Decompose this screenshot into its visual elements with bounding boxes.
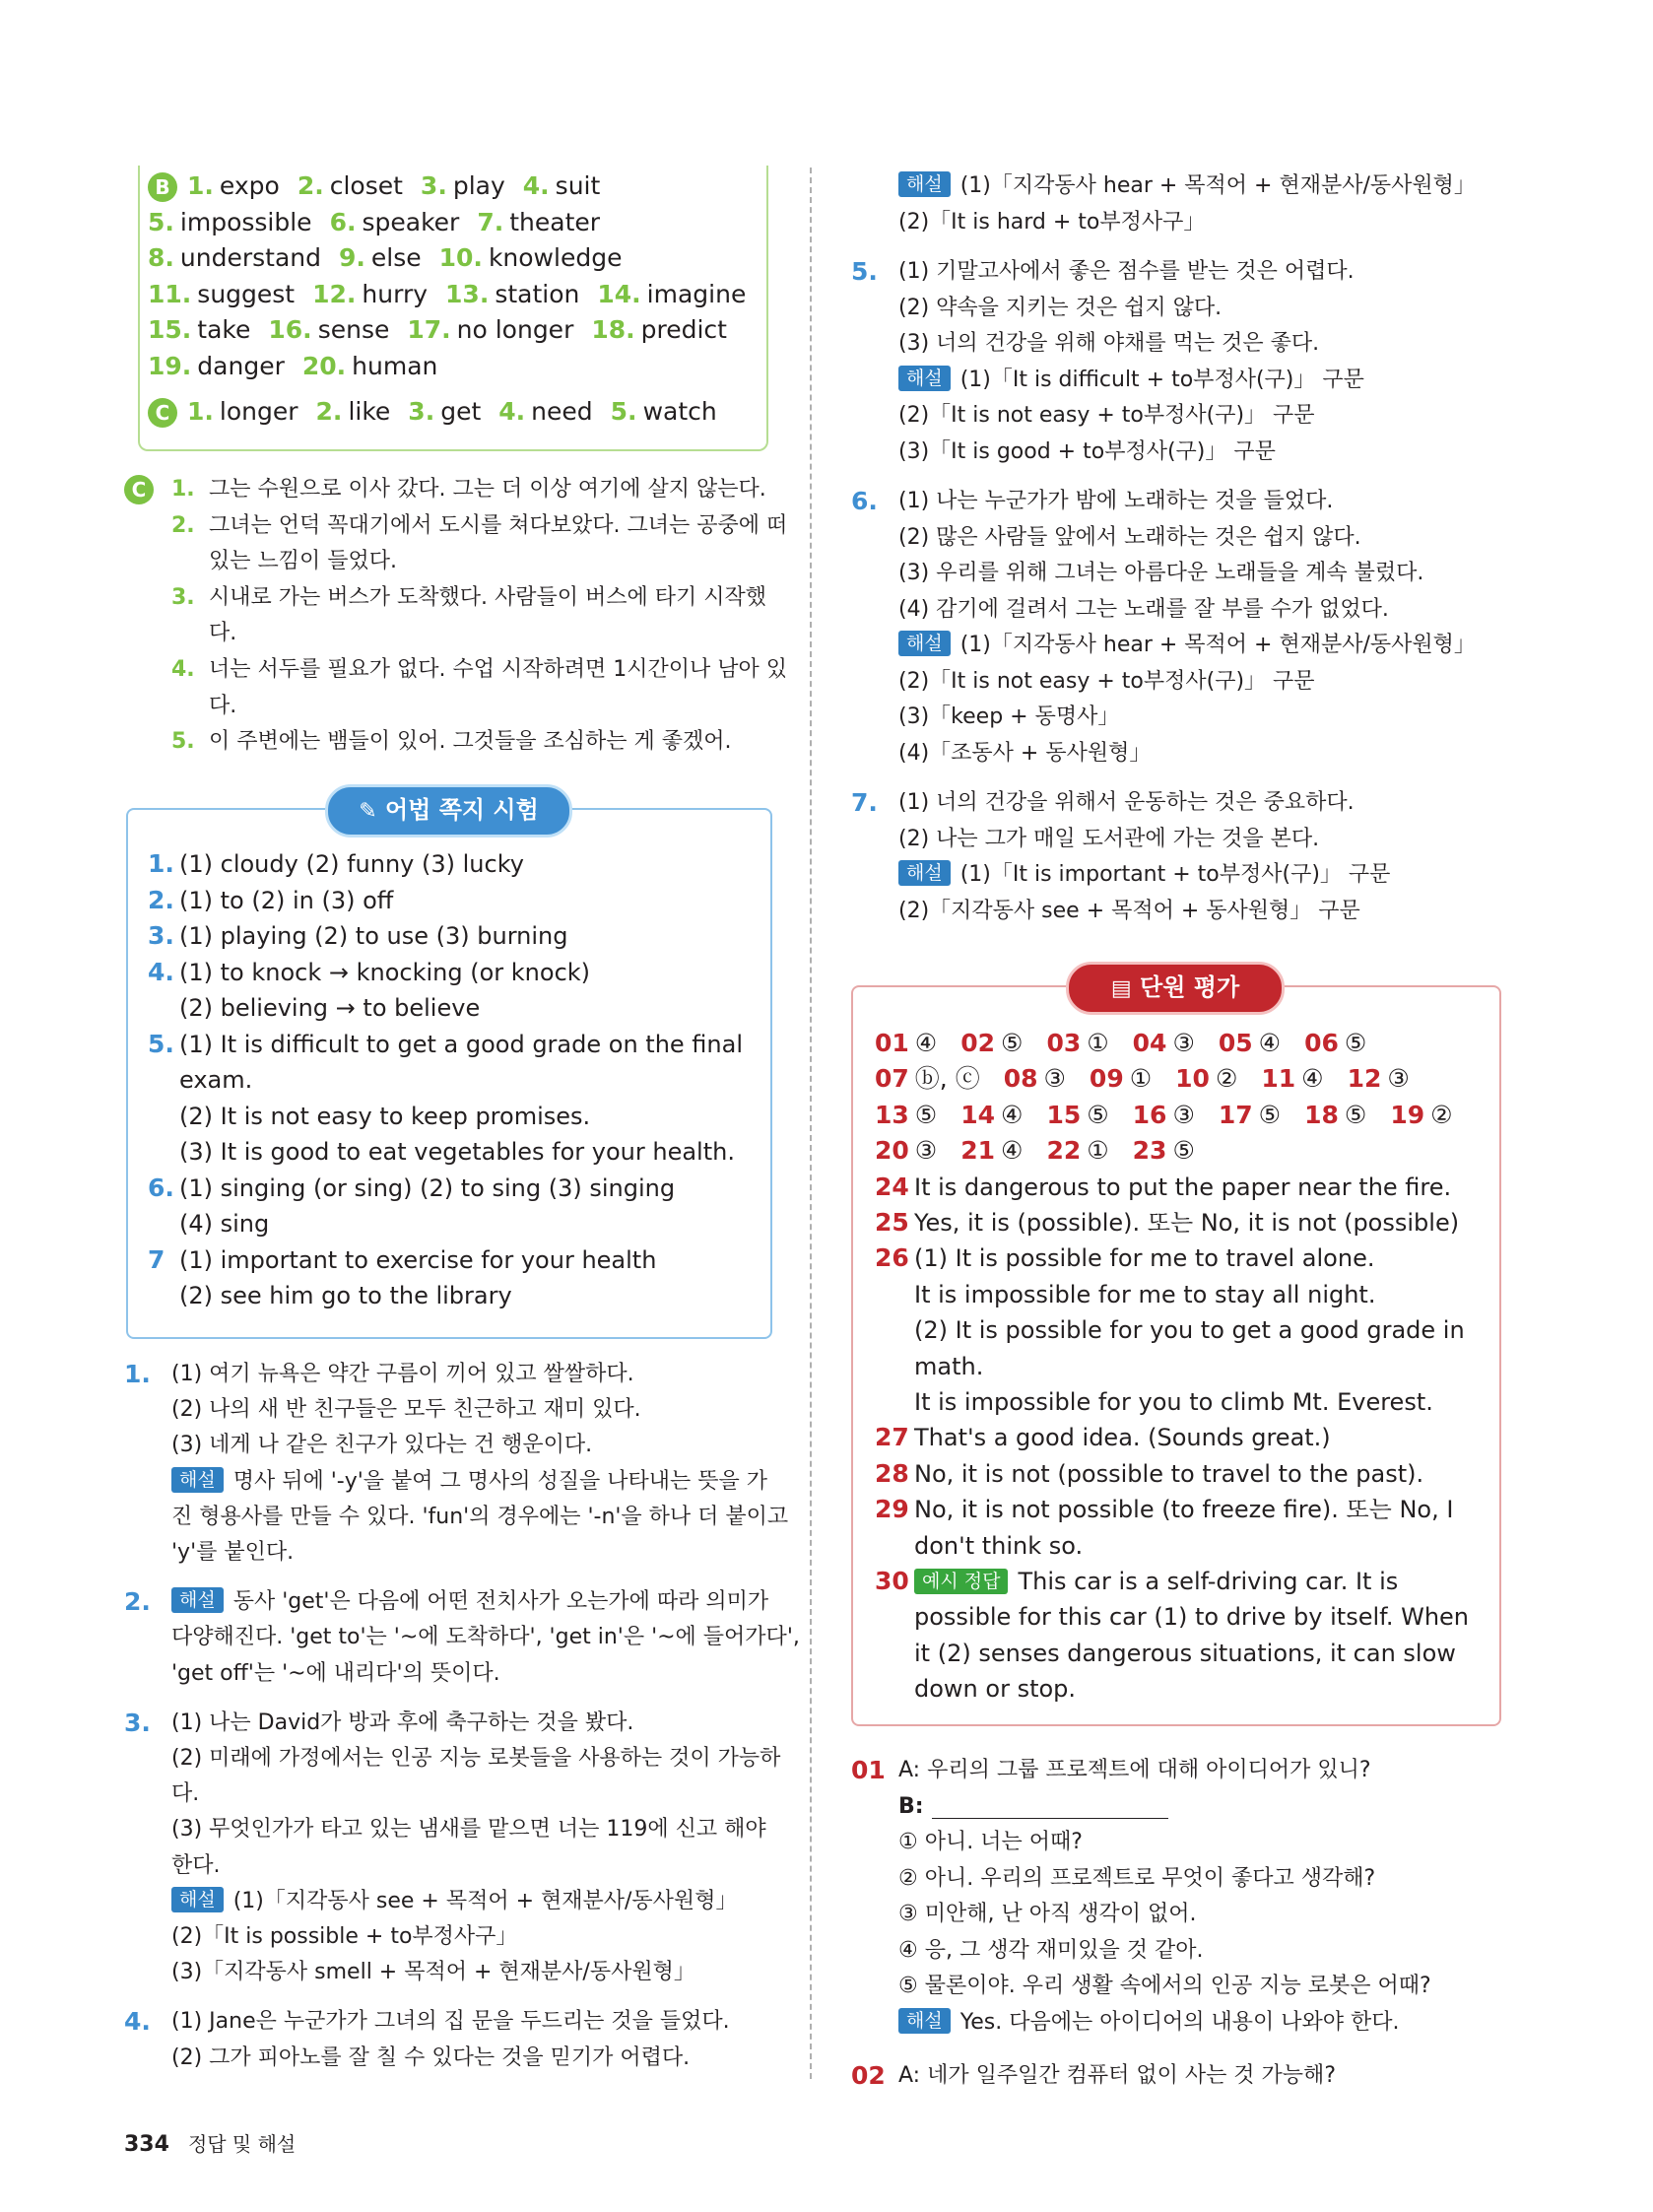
answer-text: don't think so. [914, 1531, 1084, 1560]
answer-number: 6. [329, 207, 357, 236]
explanation-text: 진 형용사를 만들 수 있다. 'fun'의 경우에는 '-n'을 하나 더 붙이고 [171, 1504, 789, 1529]
explanation-text: (1) 너의 건강을 위해서 운동하는 것은 중요하다. [898, 790, 1355, 815]
explanation-text: (2)「지각동사 see + 목적어 + 동사원형」 구문 [898, 898, 1360, 923]
explanation-text: (2) 약속을 지키는 것은 쉽지 않다. [898, 295, 1223, 320]
explanation-text-wrap [898, 292, 1222, 325]
question-answer: ④ [914, 1029, 938, 1057]
item-number: 5. [851, 257, 878, 286]
answer-number: 5. [610, 397, 637, 426]
quiz-number: 3. [148, 921, 174, 950]
question-number: 12 [1347, 1064, 1382, 1094]
answer-word: sense [317, 315, 390, 344]
answer-word: danger [197, 351, 285, 380]
explanation-text-wrap [898, 364, 1364, 397]
answer-wrap [914, 1600, 1469, 1634]
section-c-badge: C [124, 475, 154, 504]
answer-text: That's a good idea. (Sounds great.) [914, 1424, 1331, 1452]
explanation-text: 한다. [171, 1852, 221, 1878]
question-number: 05 [1218, 1029, 1253, 1057]
answer-text: No, it is not (possible to travel to the past). [914, 1459, 1424, 1488]
answer-text: It is impossible for me to stay all night. [914, 1280, 1376, 1308]
item-number: 2. [171, 512, 195, 538]
question-answer: ② [1215, 1064, 1238, 1094]
explanation-text-wrap [898, 701, 1119, 734]
explanation-text: (2) 나의 새 반 친구들은 모두 친근하고 재미 있다. [171, 1397, 641, 1423]
item-number: 7. [851, 788, 878, 817]
question-number: 10 [1175, 1064, 1210, 1094]
answer-word: closet [329, 171, 403, 200]
quiz-number: 4. [148, 957, 174, 986]
item-number: 5. [171, 729, 195, 755]
explanation-text: (1)「지각동사 hear + 목적어 + 현재분사/동사원형」 [959, 633, 1476, 657]
footer-label: 정답 및 해설 [187, 2132, 297, 2156]
answer-line [148, 278, 763, 311]
explanation-text-wrap [898, 858, 1390, 892]
explanation-text-wrap [171, 1956, 695, 1989]
explanation-text-wrap [898, 557, 1423, 590]
question-number: 25 [875, 1208, 909, 1237]
answer-word: knowledge [488, 243, 623, 272]
quiz-text: (1) important to exercise for your health [179, 1245, 657, 1274]
explanation-text-wrap [898, 665, 1315, 699]
answer-word: suit [555, 171, 601, 200]
item-number: 4. [171, 657, 195, 682]
explanation-text-wrap [898, 629, 1476, 662]
answer-number: 3. [420, 171, 447, 200]
item-number: 1. [171, 477, 195, 502]
answer-number: 1. [187, 397, 214, 426]
item-number: 1. [124, 1360, 151, 1388]
explanation-text: (3) 네게 나 같은 친구가 있다는 건 행운이다. [171, 1433, 593, 1458]
question-number: 27 [875, 1423, 909, 1452]
answer-number: 15. [148, 315, 192, 344]
explanation-text-wrap [171, 1393, 641, 1427]
question-number: 20 [875, 1136, 909, 1166]
question-answer: ⓑ, ⓒ [914, 1064, 980, 1094]
unit-test-title [1066, 962, 1285, 1015]
answer-number: 1. [187, 171, 214, 200]
explanation-tag: 해설 [171, 1467, 224, 1493]
quiz-number: 5. [148, 1029, 174, 1058]
question-answer: ① [1129, 1064, 1153, 1094]
question-number: 29 [875, 1495, 909, 1524]
grammar-quiz-title [325, 784, 572, 838]
question-number: 13 [875, 1100, 909, 1129]
answer-number: 2. [297, 171, 324, 200]
answer-word: imagine [646, 279, 747, 308]
item-number: 4. [124, 2007, 151, 2037]
answer-word: watch [642, 397, 717, 426]
explanation-text-wrap [171, 1465, 767, 1499]
explanation-text-wrap [898, 737, 1151, 771]
grammar-quiz-title-text: 어법 쪽지 시험 [384, 796, 539, 824]
answer-line [148, 313, 745, 347]
explanation-text: (2)「It is not easy + to부정사(구)」 구문 [898, 668, 1315, 694]
explanation-text-wrap [171, 2005, 730, 2039]
answer-number: 9. [339, 243, 365, 272]
answer-word: hurry [362, 279, 429, 308]
explanation-text-wrap [171, 1358, 634, 1391]
explanation-text: (1) 기말고사에서 좋은 점수를 받는 것은 어렵다. [898, 259, 1355, 284]
answer-wrap [914, 1385, 1433, 1419]
explanation-text: (3) 무엇인가가 타고 있는 냄새를 맡으면 너는 119에 신고 해야 [171, 1817, 766, 1843]
quiz-number: 2. [148, 885, 174, 914]
option-text: ③ 미안해, 난 아직 생각이 없어. [898, 1902, 1197, 1926]
explanation-text-wrap [171, 1849, 221, 1883]
quiz-text: (2) believing → to believe [179, 994, 481, 1022]
answer-number: 5. [148, 207, 174, 236]
explanation-text: (2) 미래에 가정에서는 인공 지능 로봇들을 사용하는 것이 가능하 [171, 1746, 781, 1771]
quiz-text: (1) playing (2) to use (3) burning [179, 922, 568, 950]
translation-text: 있는 느낌이 들었다. [209, 549, 397, 574]
answer-text: it (2) senses dangerous situations, it can slow [914, 1639, 1456, 1667]
answer-wrap [914, 1313, 1465, 1347]
explanation-text-wrap [171, 1585, 768, 1619]
question-answer: ⑤ [1172, 1136, 1195, 1166]
quiz-text: (4) sing [179, 1210, 270, 1238]
explanation-text: (3) 우리를 위해 그녀는 아름다운 노래들을 계속 불렀다. [898, 561, 1424, 585]
explanation-tag: 해설 [898, 860, 951, 886]
quiz-text: (1) singing (or sing) (2) to sing (3) singing [179, 1173, 676, 1202]
question-number: 30 [875, 1567, 909, 1595]
answer-word: no longer [456, 315, 574, 344]
option-text: ① 아니. 너는 어때? [898, 1830, 1083, 1854]
question-answer: ④ [1258, 1029, 1282, 1057]
quiz-number: 1. [148, 849, 174, 878]
explanation-text: (3)「It is good + to부정사(구)」 구문 [898, 438, 1276, 464]
question-answer: ⑤ [914, 1100, 938, 1129]
answer-line [148, 206, 618, 239]
question-answer: ③ [1043, 1064, 1066, 1094]
explanation-text-wrap [898, 327, 1319, 361]
explanation-text: (2)「It is hard + to부정사구」 [898, 209, 1206, 235]
explanation-text: 'get off'는 '~에 내리다'의 뜻이다. [171, 1660, 500, 1686]
explanation-tag: 해설 [898, 366, 951, 391]
explanation-text-wrap [898, 786, 1355, 820]
quiz-text: exam. [179, 1066, 253, 1094]
column-divider [810, 168, 812, 2079]
explanation-text-wrap [898, 485, 1333, 518]
question-number: 02 [851, 2061, 886, 2090]
answer-number: 10. [438, 243, 483, 272]
translation-text: 그녀는 언덕 꼭대기에서 도시를 쳐다보았다. 그녀는 공중에 떠 [209, 512, 788, 538]
answer-number: 11. [148, 279, 192, 308]
answer-word: expo [219, 171, 280, 200]
answer-word: suggest [197, 279, 296, 308]
option-text: ② 아니. 우리의 프로젝트로 무엇이 좋다고 생각해? [898, 1865, 1376, 1891]
question-answer: ④ [1301, 1064, 1324, 1094]
dialogue-a: A: 네가 일주일간 컴퓨터 없이 사는 것 가능해? [898, 2063, 1336, 2088]
answer-word: human [352, 351, 438, 380]
explanation-tag: 해설 [171, 1887, 224, 1912]
answer-wrap [914, 1206, 1459, 1240]
explanation-text: (3) 너의 건강을 위해 야채를 먹는 것은 좋다. [898, 331, 1320, 356]
question-answer: ⑤ [1258, 1100, 1282, 1129]
explanation-text-wrap [898, 255, 1355, 289]
answer-line [148, 395, 735, 429]
explanation-text-wrap [898, 521, 1361, 555]
explanation-tag: 해설 [898, 2008, 951, 2034]
explanation-text: (2) 나는 그가 매일 도서관에 가는 것을 본다. [898, 826, 1320, 851]
explanation-text: 명사 뒤에 '-y'을 붙여 그 명사의 성질을 나타내는 뜻을 가 [232, 1468, 768, 1494]
answer-number: 18. [591, 315, 635, 344]
explanation-text-wrap [898, 206, 1205, 239]
answer-word: like [348, 397, 391, 426]
explanation-text-wrap [171, 1920, 517, 1954]
answer-text: Yes, it is (possible). 또는 No, it is not (possible) [914, 1209, 1460, 1237]
answer-wrap [914, 1529, 1083, 1563]
translation-text: 너는 서두를 필요가 없다. 수업 시작하려면 1시간이나 남아 있 [209, 657, 787, 682]
section-b-badge: B [148, 172, 177, 202]
question-answer: ① [1087, 1136, 1109, 1166]
question-number: 21 [960, 1136, 996, 1166]
explanation-text-wrap [171, 1536, 294, 1570]
answer-wrap [914, 1350, 983, 1383]
dialogue-b: B: [898, 1793, 924, 1819]
answer-text: (1) It is possible for me to travel alone. [914, 1244, 1375, 1273]
question-number: 06 [1304, 1029, 1339, 1057]
item-number: 2. [124, 1587, 151, 1617]
question-number: 17 [1218, 1100, 1253, 1129]
answer-wrap [914, 1457, 1423, 1491]
question-number: 11 [1261, 1064, 1296, 1094]
translation-text: 시내로 가는 버스가 도착했다. 사람들이 버스에 타기 시작했 [209, 584, 766, 610]
question-number: 02 [960, 1029, 996, 1057]
answer-word: speaker [362, 207, 460, 236]
answer-word: get [440, 397, 482, 426]
answer-word: station [495, 279, 580, 308]
explanation-text: (2) 많은 사람들 앞에서 노래하는 것은 쉽지 않다. [898, 524, 1361, 550]
explanation-text: (1) 여기 뉴욕은 약간 구름이 끼어 있고 쌀쌀하다. [171, 1362, 634, 1386]
translation-text: 다. [209, 693, 237, 718]
answer-number: 4. [522, 171, 550, 200]
question-answer: ⑤ [1344, 1100, 1367, 1129]
quiz-number: 7 [148, 1244, 165, 1274]
question-number: 16 [1132, 1100, 1167, 1129]
answer-word: play [452, 171, 505, 200]
question-number: 14 [960, 1100, 996, 1129]
explanation-text-wrap [898, 895, 1360, 928]
sample-answer-tag: 예시 정답 [914, 1569, 1008, 1594]
translation-text: 그는 수원으로 이사 갔다. 그는 더 이상 여기에 살지 않는다. [209, 477, 766, 502]
question-answer: ⑤ [1001, 1029, 1024, 1057]
explanation-text: 다양해진다. 'get to'는 '~에 도착하다', 'get in'은 '~에 들어가다', [171, 1625, 800, 1650]
answer-number: 14. [597, 279, 641, 308]
explanation-text: (3)「지각동사 smell + 목적어 + 현재분사/동사원형」 [171, 1960, 695, 1985]
explanation-text-wrap [171, 1621, 800, 1654]
explanation-text: (2)「It is possible + to부정사구」 [171, 1924, 518, 1949]
question-number: 01 [851, 1756, 886, 1784]
page-number: 334 [124, 2132, 169, 2157]
question-number: 15 [1046, 1100, 1082, 1129]
explanation-text: 'y'를 붙인다. [171, 1540, 295, 1565]
question-answer: ③ [1387, 1064, 1410, 1094]
explanation-text: 동사 'get'은 다음에 어떤 전치사가 오는가에 따라 의미가 [232, 1589, 769, 1615]
answer-number: 7. [477, 207, 504, 236]
quiz-text: (2) see him go to the library [179, 1282, 512, 1309]
explanation-text-wrap [171, 1657, 500, 1691]
explanation-text: (2) 그가 피아노를 잘 칠 수 있다는 것을 믿기가 어렵다. [171, 2044, 691, 2070]
explanation-text: (2)「It is not easy + to부정사(구)」 구문 [898, 403, 1315, 428]
answer-wrap [914, 1493, 1453, 1526]
option-text: ⑤ 물론이야. 우리 생활 속에서의 인공 지능 로봇은 어때? [898, 1974, 1431, 1998]
answer-text: possible for this car (1) to drive by itself. When [914, 1603, 1470, 1632]
answer-word: impossible [179, 207, 312, 236]
explanation-text-wrap [171, 1429, 592, 1462]
quiz-text: (1) cloudy (2) funny (3) lucky [179, 850, 524, 878]
answer-text: math. [914, 1352, 984, 1380]
quiz-text: (2) It is not easy to keep promises. [179, 1102, 591, 1130]
explanation-text: (1)「지각동사 hear + 목적어 + 현재분사/동사원형」 [959, 173, 1476, 198]
answer-number: 19. [148, 351, 192, 380]
question-number: 09 [1089, 1064, 1124, 1094]
question-number: 08 [1003, 1064, 1038, 1094]
answer-text: down or stop. [914, 1675, 1077, 1704]
answer-wrap [914, 1278, 1375, 1311]
answer-number: 3. [408, 397, 435, 426]
answer-number: 17. [407, 315, 451, 344]
explanation-text: Yes. 다음에는 아이디어의 내용이 나와야 한다. [959, 2009, 1400, 2035]
translation-text: 이 주변에는 뱀들이 있어. 그것들을 조심하는 게 좋겠어. [209, 729, 732, 755]
explanation-text: (3)「keep + 동명사」 [898, 704, 1120, 729]
answer-number: 13. [445, 279, 490, 308]
answer-number: 2. [315, 397, 343, 426]
answer-number: 12. [312, 279, 357, 308]
question-number: 18 [1304, 1100, 1339, 1129]
explanation-text-wrap [171, 2042, 690, 2075]
answer-blank [932, 1818, 1168, 1819]
question-number: 04 [1132, 1029, 1167, 1057]
explanation-text-wrap [171, 1885, 737, 1918]
answer-wrap [914, 1241, 1374, 1275]
question-answer: ⑤ [1087, 1100, 1109, 1129]
explanation-text-wrap [898, 593, 1389, 627]
answer-word: take [197, 315, 251, 344]
answer-line [148, 350, 455, 383]
explanation-text: (1) Jane은 누군가가 그녀의 집 문을 두드리는 것을 들었다. [171, 2009, 730, 2035]
unit-test-row [875, 1099, 1477, 1132]
explanation-text: (1)「It is important + to부정사(구)」 구문 [959, 862, 1391, 887]
unit-test-row [875, 1134, 1219, 1168]
answer-number: 16. [268, 315, 312, 344]
question-answer: ② [1430, 1100, 1453, 1129]
answer-word: need [531, 397, 593, 426]
answer-wrap [914, 1421, 1331, 1454]
quiz-text: (1) to (2) in (3) off [179, 886, 394, 914]
answer-text: (2) It is possible for you to get a good grade in [914, 1316, 1465, 1345]
question-answer: ③ [1172, 1100, 1195, 1129]
explanation-text-wrap [171, 1813, 766, 1846]
question-answer: ③ [1172, 1029, 1195, 1057]
answer-line [148, 241, 639, 275]
explanation-text-wrap [898, 2006, 1399, 2040]
item-number: 3. [124, 1708, 151, 1737]
explanation-text: (1)「It is difficult + to부정사(구)」 구문 [959, 367, 1364, 392]
item-number: 6. [851, 487, 878, 515]
answer-word: predict [640, 315, 727, 344]
answer-number: 8. [148, 243, 174, 272]
question-number: 19 [1390, 1100, 1425, 1129]
explanation-text-wrap [171, 1501, 788, 1534]
explanation-text: 다. [171, 1781, 200, 1807]
explanation-text-wrap [898, 436, 1276, 469]
pencil-icon: ✎ [359, 799, 377, 824]
quiz-text: (1) It is difficult to get a good grade on the final [179, 1030, 744, 1058]
unit-test-row [875, 1027, 1390, 1060]
answer-word: longer [219, 397, 298, 426]
question-number: 01 [875, 1029, 909, 1057]
option-text: ④ 응, 그 생각 재미있을 것 같아. [898, 1937, 1204, 1963]
answer-text: It is dangerous to put the paper near the fire. [914, 1173, 1452, 1201]
answer-word: theater [509, 207, 601, 236]
question-number: 22 [1046, 1136, 1082, 1166]
section-c-badge: C [148, 398, 177, 428]
quiz-number: 6. [148, 1173, 174, 1202]
answer-wrap [914, 1171, 1451, 1204]
explanation-text-wrap [898, 823, 1319, 856]
explanation-text-wrap [898, 399, 1315, 433]
answer-number: 4. [498, 397, 526, 426]
answer-wrap [914, 1565, 1398, 1598]
question-number: 26 [875, 1243, 909, 1273]
explanation-text-wrap [171, 1777, 199, 1811]
explanation-text: (1)「지각동사 see + 목적어 + 현재분사/동사원형」 [232, 1888, 738, 1913]
question-number: 23 [1132, 1136, 1167, 1166]
quiz-text: (3) It is good to eat vegetables for your health. [179, 1138, 735, 1166]
answer-wrap [914, 1637, 1456, 1670]
book-icon: ▤ [1110, 976, 1132, 1001]
explanation-text-wrap [171, 1742, 780, 1776]
explanation-text: (1) 나는 누군가가 밤에 노래하는 것을 들었다. [898, 489, 1334, 513]
unit-test-row [875, 1062, 1433, 1096]
explanation-text: (1) 나는 David가 방과 후에 축구하는 것을 봤다. [171, 1709, 634, 1735]
explanation-text-wrap [898, 169, 1476, 203]
question-answer: ④ [1001, 1100, 1024, 1129]
answer-word: else [370, 243, 422, 272]
question-number: 24 [875, 1172, 909, 1201]
question-number: 07 [875, 1064, 909, 1094]
answer-line [148, 169, 618, 203]
explanation-tag: 해설 [898, 631, 951, 656]
question-answer: ① [1087, 1029, 1109, 1057]
footer [124, 2128, 296, 2157]
question-number: 28 [875, 1458, 909, 1488]
question-number: 03 [1046, 1029, 1082, 1057]
answer-number: 20. [301, 351, 347, 380]
explanation-tag: 해설 [898, 171, 951, 197]
unit-test-title-text: 단원 평가 [1140, 973, 1240, 1001]
item-number: 3. [171, 584, 195, 610]
answer-word: understand [179, 243, 321, 272]
explanation-text: (4)「조동사 + 동사원형」 [898, 740, 1152, 766]
question-answer: ③ [914, 1136, 938, 1166]
explanation-text: (4) 감기에 걸려서 그는 노래를 잘 부를 수가 없었다. [898, 596, 1389, 622]
answer-text: No, it is not possible (to freeze fire). 또는 No, I [914, 1496, 1454, 1524]
question-answer: ④ [1001, 1136, 1024, 1166]
explanation-tag: 해설 [171, 1587, 224, 1613]
question-answer: ⑤ [1344, 1029, 1367, 1057]
translation-text: 다. [209, 621, 237, 646]
answer-wrap [914, 1672, 1076, 1706]
dialogue-a: A: 우리의 그룹 프로젝트에 대해 아이디어가 있니? [898, 1758, 1371, 1782]
explanation-text-wrap [171, 1707, 633, 1740]
quiz-text: (1) to knock → knocking (or knock) [179, 958, 591, 986]
answer-text: This car is a self-driving car. It is [1018, 1568, 1399, 1595]
answer-text: It is impossible for you to climb Mt. Everest. [914, 1388, 1433, 1416]
